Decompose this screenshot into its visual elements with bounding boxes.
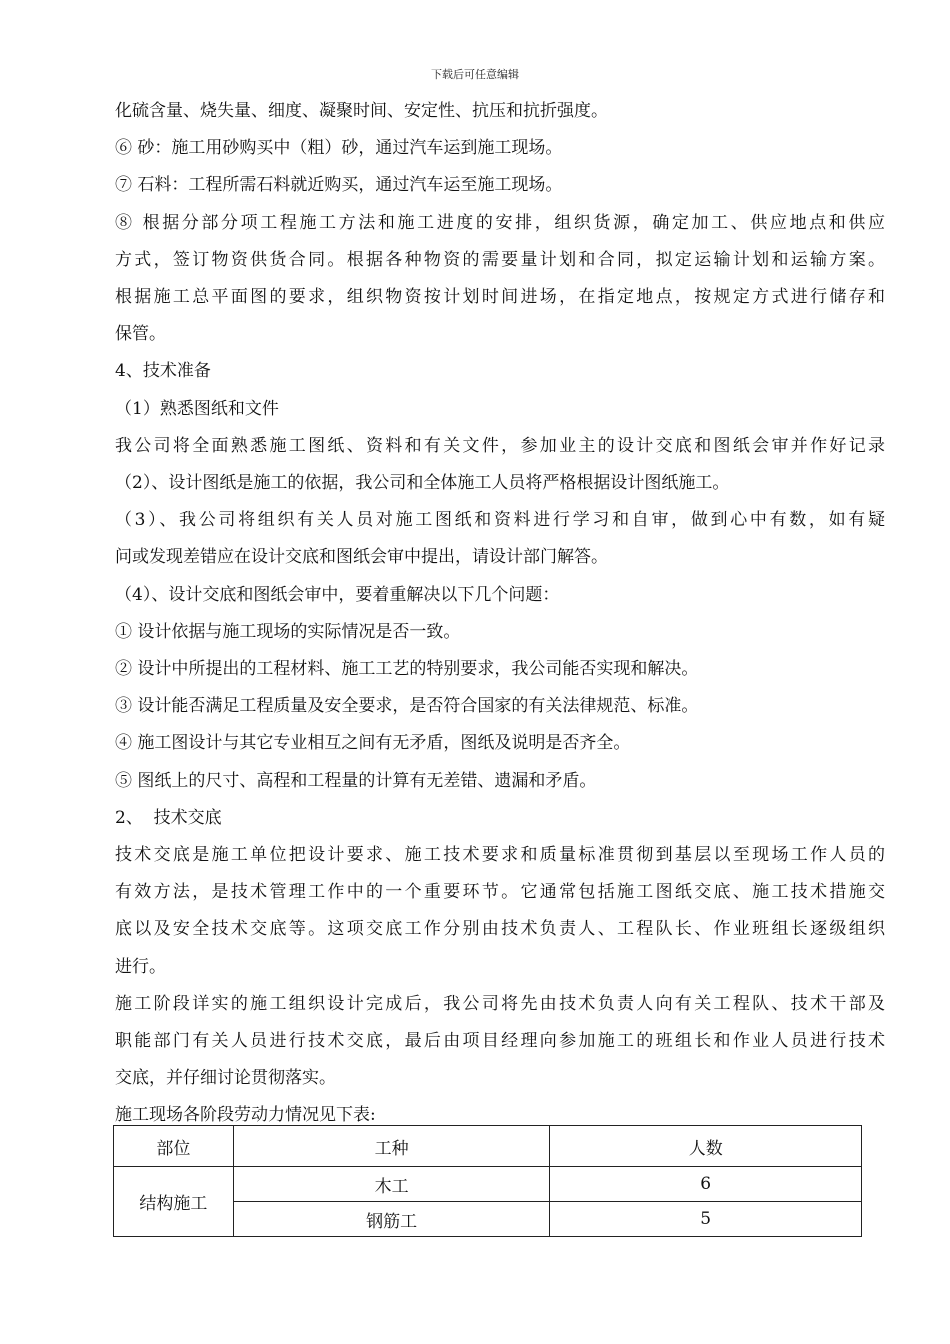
count-cell: 6 — [550, 1167, 862, 1202]
paragraph-line: ⑦ 石料：工程所需石料就近购买，通过汽车运至施工现场。 — [115, 175, 563, 196]
count-cell: 5 — [550, 1202, 862, 1237]
table-row — [114, 1167, 862, 1202]
list-item: ③ 设计能否满足工程质量及安全要求，是否符合国家的有关法律规范、标准。 — [115, 696, 699, 717]
paragraph-line: 底以及安全技术交底等。这项交底工作分别由技术负责人、工程队长、作业班组长逐级组织 — [115, 919, 885, 940]
column-header-trade: 工种 — [233, 1126, 550, 1167]
table-header-row — [114, 1126, 862, 1167]
list-item: ④ 施工图设计与其它专业相互之间有无矛盾，图纸及说明是否齐全。 — [115, 733, 631, 754]
paragraph-line: 有效方法，是技术管理工作中的一个重要环节。它通常包括施工图纸交底、施工技术措施交 — [115, 882, 885, 903]
section-heading: 2、 技术交底 — [115, 807, 222, 828]
group-cell: 结构施工 — [114, 1167, 234, 1237]
paragraph-line: （2）、设计图纸是施工的依据，我公司和全体施工人员将严格根据设计图纸施工。 — [115, 473, 730, 494]
paragraph-line: ⑧ 根据分部分项工程施工方法和施工进度的安排，组织货源，确定加工、供应地点和供应 — [115, 212, 885, 233]
paragraph-line: （3）、我公司将组织有关人员对施工图纸和资料进行学习和自审，做到心中有数，如有疑 — [115, 510, 885, 531]
paragraph-line: 施工阶段详实的施工组织设计完成后，我公司将先由技术负责人向有关工程队、技术干部及 — [115, 993, 885, 1014]
paragraph-line: 施工现场各阶段劳动力情况见下表: — [115, 1105, 376, 1126]
list-item: ① 设计依据与施工现场的实际情况是否一致。 — [115, 621, 461, 642]
column-header-count: 人数 — [550, 1126, 862, 1167]
document-body — [115, 93, 885, 1135]
paragraph-line: 问或发现差错应在设计交底和图纸会审中提出，请设计部门解答。 — [115, 547, 608, 568]
paragraph-line: 技术交底是施工单位把设计要求、施工技术要求和质量标准贯彻到基层以至现场工作人员的 — [115, 845, 885, 866]
labor-table — [113, 1125, 862, 1237]
trade-cell: 钢筋工 — [233, 1202, 550, 1237]
paragraph-line: （4）、设计交底和图纸会审中，要着重解决以下几个问题： — [115, 584, 560, 605]
paragraph-line: ⑥ 砂：施工用砂购买中（粗）砂，通过汽车运到施工现场。 — [115, 138, 563, 159]
paragraph-line: 职能部门有关人员进行技术交底，最后由项目经理向参加施工的班组长和作业人员进行技术 — [115, 1031, 885, 1052]
list-item: ② 设计中所提出的工程材料、施工工艺的特别要求，我公司能否实现和解决。 — [115, 659, 699, 680]
paragraph-line: 化硫含量、烧失量、细度、凝聚时间、安定性、抗压和抗折强度。 — [115, 101, 608, 121]
paragraph-line: 进行。 — [115, 956, 166, 977]
section-heading: 4、技术准备 — [115, 361, 211, 382]
subsection-heading: （1）熟悉图纸和文件 — [115, 398, 279, 419]
paragraph-line: 方式，签订物资供货合同。根据各种物资的需要量计划和合同，拟定运输计划和运输方案。 — [115, 249, 885, 270]
paragraph-line: 保管。 — [115, 324, 166, 345]
page-header: 下载后可任意编辑 — [431, 68, 519, 81]
column-header-position: 部位 — [114, 1126, 234, 1167]
paragraph-line: 交底，并仔细讨论贯彻落实。 — [115, 1068, 336, 1089]
list-item: ⑤ 图纸上的尺寸、高程和工程量的计算有无差错、遗漏和矛盾。 — [115, 770, 597, 791]
paragraph-line: 我公司将全面熟悉施工图纸、资料和有关文件，参加业主的设计交底和图纸会审并作好记录 — [115, 435, 885, 456]
paragraph-line: 根据施工总平面图的要求，组织物资按计划时间进场，在指定地点，按规定方式进行储存和 — [115, 287, 885, 308]
trade-cell: 木工 — [233, 1167, 550, 1202]
